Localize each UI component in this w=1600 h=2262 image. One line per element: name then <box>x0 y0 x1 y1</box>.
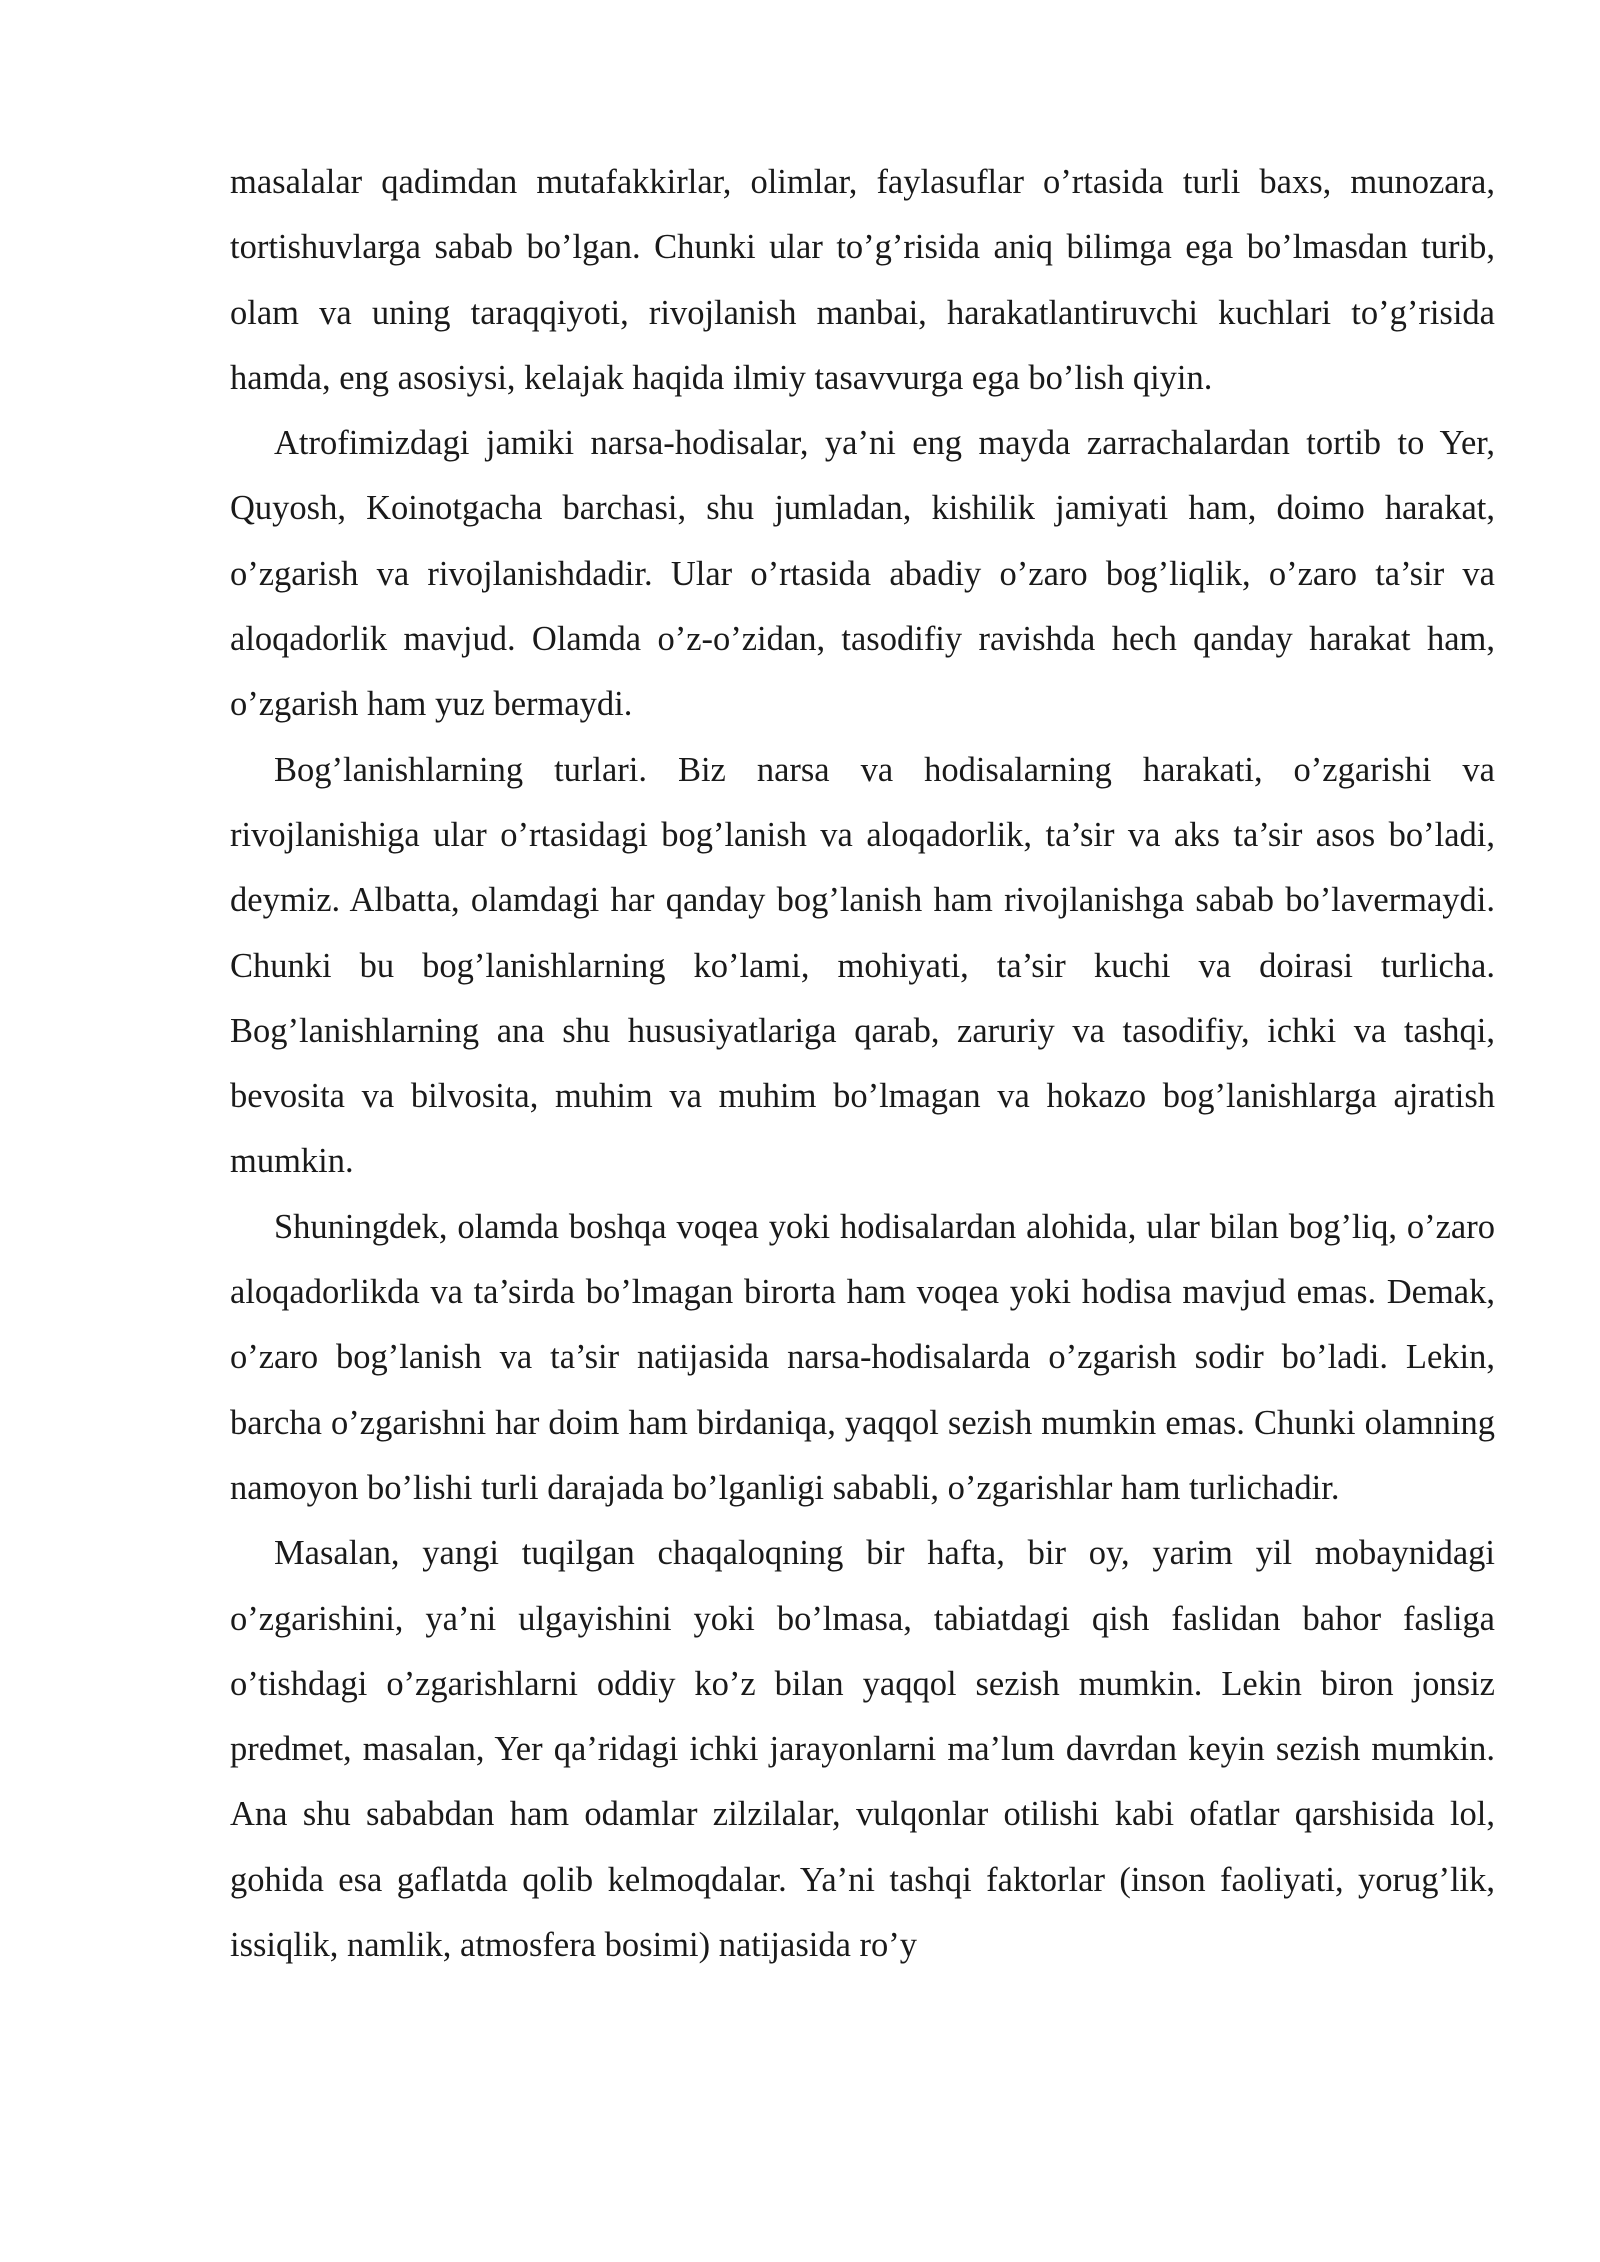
paragraph: Shuningdek, olamda boshqa voqea yoki hodisalardan alohida, ular bilan bog’liq, o’zaro aloqadorlikda va ta’sirda bo’lmagan birorta ham voqea yoki hodisa mavjud emas. Demak, o’zaro bog’lanish va ta’sir natijasida narsa-hodisalarda o’zgarish sodir bo’ladi. Lekin, barcha o’zgarishni har doim ham birdaniqa, yaqqol sezish mumkin emas. Chunki olamning namoyon bo’lishi turli darajada bo’lganligi sababli, o’zgarishlar ham turlichadir. <box>230 1207 1495 1507</box>
document-body <box>230 150 1495 1978</box>
paragraph: Masalan, yangi tuqilgan chaqaloqning bir hafta, bir oy, yarim yil mobaynidagi o’zgarishini, ya’ni ulgayishini yoki bo’lmasa, tabiatdagi qish faslidan bahor fasliga o’tishdagi o’zgarishlarni oddiy ko’z bilan yaqqol sezish mumkin. Lekin biron jonsiz predmet, masalan, Yer qa’ridagi ichki jarayonlarni ma’lum davrdan keyin sezish mumkin. Ana shu sababdan ham odamlar zilzilalar, vulqonlar otilishi kabi ofatlar qarshisida lol, gohida esa gaflatda qolib kelmoqdalar. Ya’ni tashqi faktorlar (inson faoliyati, yorug’lik, issiqlik, namlik, atmosfera bosimi) natijasida ro’y <box>230 1534 1495 1965</box>
paragraph: Bog’lanishlarning turlari. Biz narsa va hodisalarning harakati, o’zgarishi va rivojlanishiga ular o’rtasidagi bog’lanish va aloqadorlik, ta’sir va aks ta’sir asos bo’ladi, deymiz. Albatta, olamdagi har qanday bog’lanish ham rivojlanishga sabab bo’lavermaydi. Chunki bu bog’lanishlarning ko’lami, mohiyati, ta’sir kuchi va doirasi turlicha. Bog’lanishlarning ana shu hususiyatlariga qarab, zaruriy va tasodifiy, ichki va tashqi, bevosita va bilvosita, muhim va muhim bo’lmagan va hokazo bog’lanishlarga ajratish mumkin. <box>230 750 1495 1181</box>
paragraph: Atrofimizdagi jamiki narsa-hodisalar, ya’ni eng mayda zarrachalardan tortib to Yer, Quyosh, Koinotgacha barchasi, shu jumladan, kishilik jamiyati ham, doimo harakat, o’zgarish va rivojlanishdadir. Ular o’rtasida abadiy o’zaro bog’liqlik, o’zaro ta’sir va aloqadorlik mavjud. Olamda o’z-o’zidan, tasodifiy ravishda hech qanday harakat ham, o’zgarish ham yuz bermaydi. <box>230 424 1495 724</box>
paragraph-continuation: masalalar qadimdan mutafakkirlar, olimlar, faylasuflar o’rtasida turli baxs, munozara, tortishuvlarga sabab bo’lgan. Chunki ular to’g’risida aniq bilimga ega bo’lmasdan turib, olam va uning taraqqiyoti, rivojlanish manbai, harakatlantiruvchi kuchlari to’g’risida hamda, eng asosiysi, kelajak haqida ilmiy tasavvurga ega bo’lish qiyin. <box>230 163 1495 397</box>
